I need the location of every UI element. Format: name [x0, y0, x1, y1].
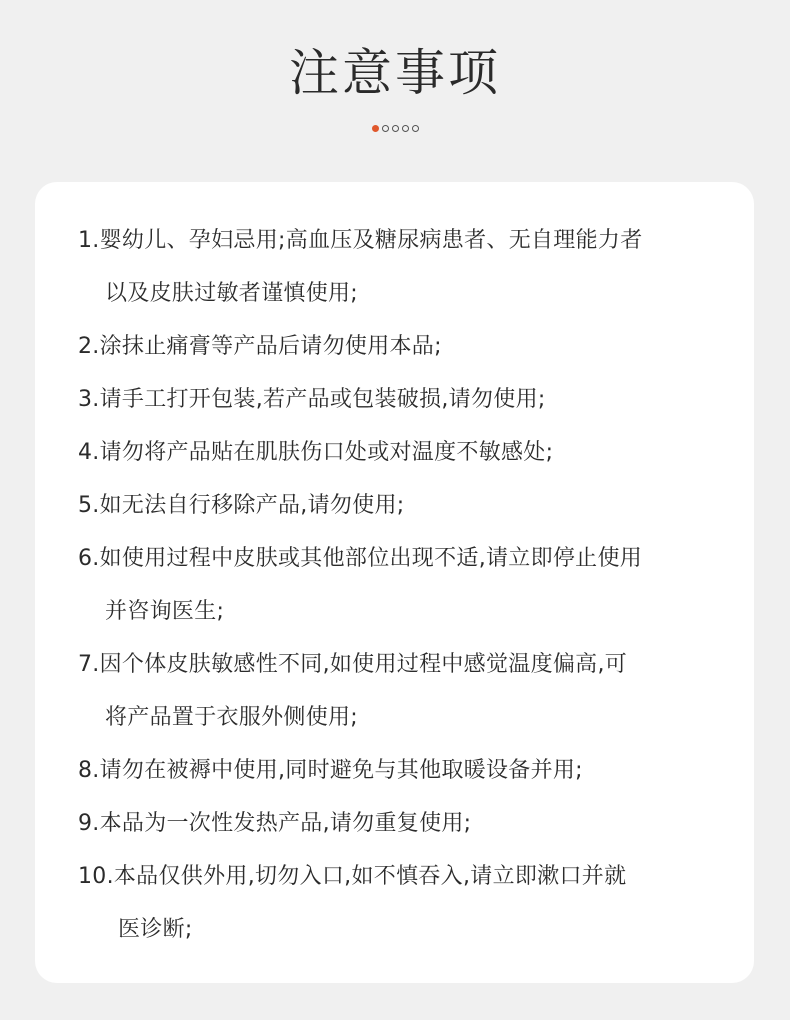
notice-item: [78, 320, 738, 373]
notice-item: [78, 373, 738, 426]
notice-line: 9.本品为一次性发热产品,请勿重复使用;: [78, 811, 472, 836]
notice-item: [78, 797, 738, 850]
notice-card: [35, 182, 754, 983]
notice-item: [78, 214, 738, 320]
notice-line: 5.如无法自行移除产品,请勿使用;: [78, 493, 405, 518]
notice-item: [78, 532, 738, 638]
notice-item: [78, 638, 738, 744]
pagination-dot: [412, 125, 419, 132]
notice-item: [78, 479, 738, 532]
notice-list: [78, 214, 738, 956]
pagination-dots: [0, 125, 790, 132]
notice-line: 1.婴幼儿、孕妇忌用;高血压及糖尿病患者、无自理能力者: [78, 228, 643, 253]
notice-item: [78, 426, 738, 479]
notice-line: 10.本品仅供外用,切勿入口,如不慎吞入,请立即漱口并就: [78, 864, 627, 889]
pagination-dot: [382, 125, 389, 132]
notice-item: [78, 744, 738, 797]
notice-line-continued: 医诊断;: [118, 917, 193, 942]
notice-line-continued: 以及皮肤过敏者谨慎使用;: [105, 281, 359, 306]
notice-line: 2.涂抹止痛膏等产品后请勿使用本品;: [78, 334, 442, 359]
notice-line: 4.请勿将产品贴在肌肤伤口处或对温度不敏感处;: [78, 440, 554, 465]
pagination-dot: [402, 125, 409, 132]
pagination-dot-active: [372, 125, 379, 132]
notice-line: 8.请勿在被褥中使用,同时避免与其他取暖设备并用;: [78, 758, 583, 783]
notice-item: [78, 850, 738, 956]
notice-line: 6.如使用过程中皮肤或其他部位出现不适,请立即停止使用: [78, 546, 643, 571]
pagination-dot: [392, 125, 399, 132]
page-title: 注意事项: [289, 44, 501, 102]
notice-line-continued: 并咨询医生;: [105, 599, 225, 624]
notice-line: 7.因个体皮肤敏感性不同,如使用过程中感觉温度偏高,可: [78, 652, 628, 677]
notice-line: 3.请手工打开包装,若产品或包装破损,请勿使用;: [78, 387, 546, 412]
notice-line-continued: 将产品置于衣服外侧使用;: [105, 705, 359, 730]
